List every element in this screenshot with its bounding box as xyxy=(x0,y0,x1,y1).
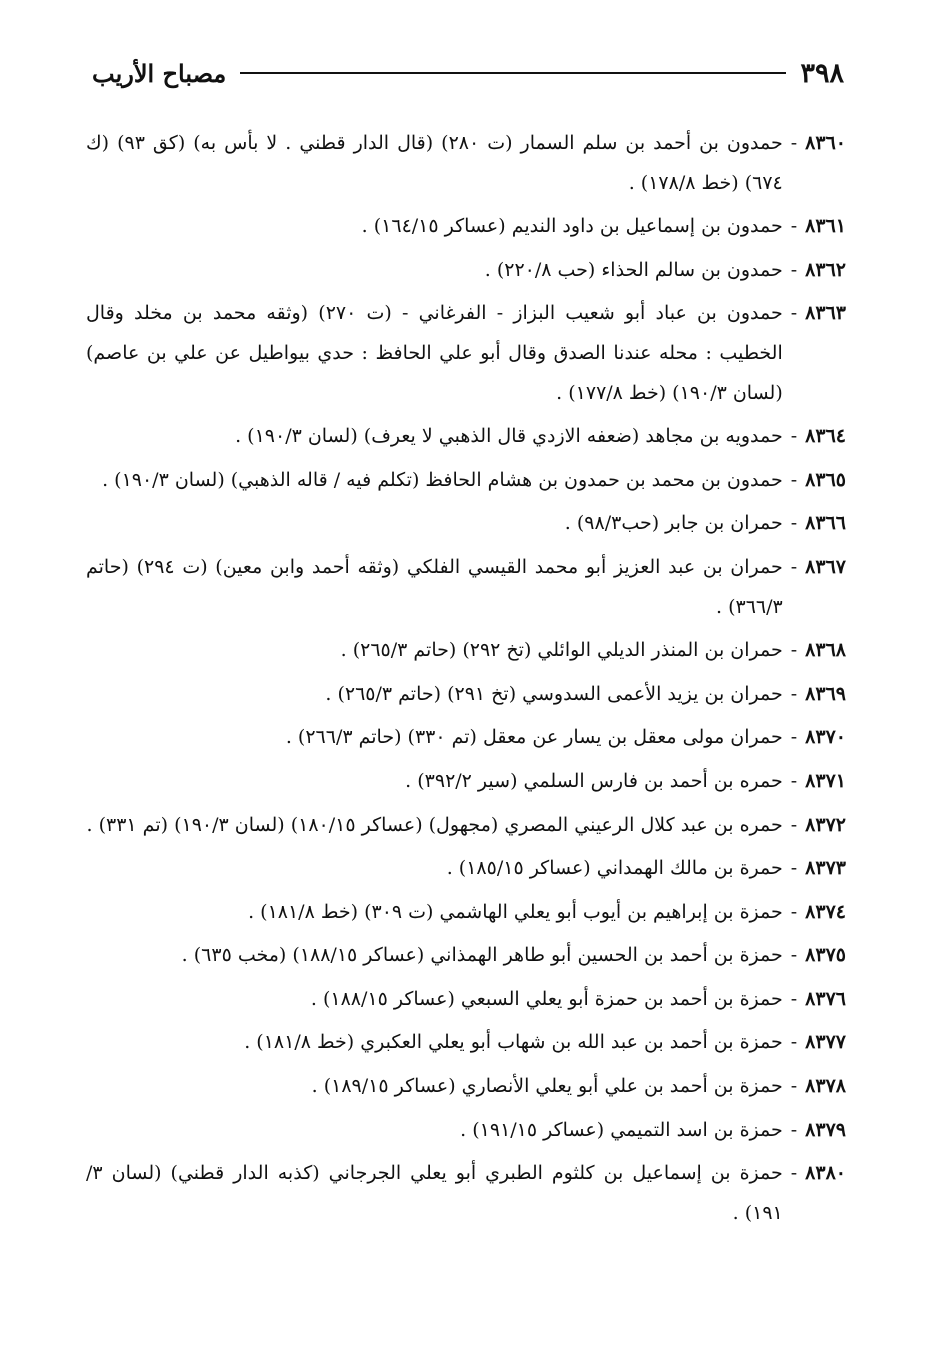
page-number: ٣٩٨ xyxy=(800,57,844,89)
entry-dash: - xyxy=(790,215,798,238)
entry-number: ٨٣٧٥ xyxy=(805,944,846,967)
entry-number: ٨٣٧٠ xyxy=(805,726,846,749)
entry-dash: - xyxy=(790,944,798,967)
entry-item xyxy=(86,207,846,247)
entry-item xyxy=(86,1023,846,1063)
entry-number: ٨٣٦٥ xyxy=(805,468,846,491)
entry-item xyxy=(86,461,846,501)
entry-item xyxy=(86,417,846,457)
entry-item xyxy=(86,504,846,544)
entry-text: حمران بن المنذر الديلي الوائلي (تخ ٢٩٢) (حاتم ٢٦٥/٣) . xyxy=(340,639,783,662)
entry-text: حمره بن عبد كلال الرعيني المصري (مجهول) (عساكر ١٨٠/١٥) (لسان ١٩٠/٣) (تم ٣٣١) . xyxy=(86,813,783,836)
entry-item xyxy=(86,849,846,889)
entry-text: حمدون بن عباد أبو شعيب البزاز - الفرغاني - (ت ٢٧٠) (وثقه محمد بن مخلد وقال الخطيب : محله عندنا الصدق وقال أبو علي الحافظ : حدي بيواطيل عن علي بن عاصم) (لسان ١٩٠/٣) (خط ١٧٧/٨) . xyxy=(86,302,783,404)
entry-dash: - xyxy=(790,1162,798,1185)
entry-text: حمرة بن مالك الهمداني (عساكر ١٨٥/١٥) . xyxy=(446,857,783,880)
entry-item xyxy=(86,1111,846,1151)
entry-dash: - xyxy=(790,987,798,1010)
entry-number: ٨٣٧٢ xyxy=(805,813,846,836)
entry-dash: - xyxy=(790,258,798,281)
entry-text: حمزة بن إبراهيم بن أيوب أبو يعلي الهاشمي (ت ٣٠٩) (خط ١٨١/٨) . xyxy=(248,900,783,923)
entry-text: حمدويه بن مجاهد (ضعفه الازدي قال الذهبي لا يعرف) (لسان ١٩٠/٣) . xyxy=(235,425,783,448)
entry-dash: - xyxy=(790,555,798,578)
entry-item xyxy=(86,294,846,413)
entry-item xyxy=(86,1154,846,1233)
entry-number: ٨٣٦٤ xyxy=(805,425,846,448)
entry-text: حمدون بن أحمد بن سلم السمار (ت ٢٨٠) (قال الدار قطني . لا بأس به) (كق ٩٣) (ك ٦٧٤) (خط ١٧٨/٨) . xyxy=(86,132,783,194)
entry-text: حمزة بن أحمد بن حمزة أبو يعلي السبعي (عساكر ١٨٨/١٥) . xyxy=(310,987,783,1010)
entry-number: ٨٣٦١ xyxy=(805,215,846,238)
entry-number: ٨٣٧٦ xyxy=(805,987,846,1010)
entry-dash: - xyxy=(790,813,798,836)
entry-text: حمزة بن أحمد بن الحسين أبو طاهر الهمذاني (عساكر ١٨٨/١٥) (مخب ٦٣٥) . xyxy=(181,944,783,967)
entry-item xyxy=(86,980,846,1020)
book-title: مصباح الأريب xyxy=(92,58,227,88)
entry-text: حمران بن يزيد الأعمى السدوسي (تخ ٢٩١) (حاتم ٢٦٥/٣) . xyxy=(325,682,783,705)
entry-number: ٨٣٦٨ xyxy=(805,639,846,662)
entry-number: ٨٣٦٢ xyxy=(805,258,846,281)
entry-item xyxy=(86,762,846,802)
entry-dash: - xyxy=(790,857,798,880)
entry-number: ٨٣٧٩ xyxy=(805,1118,846,1141)
entry-number: ٨٣٧٣ xyxy=(805,857,846,880)
entry-item xyxy=(86,1067,846,1107)
entry-dash: - xyxy=(790,1075,798,1098)
entry-dash: - xyxy=(790,425,798,448)
entry-text: حمزة بن اسد التميمي (عساكر ١٩١/١٥) . xyxy=(460,1118,783,1141)
entry-item xyxy=(86,251,846,291)
entry-text: حمدون بن إسماعيل بن داود النديم (عساكر ١٦٤/١٥) . xyxy=(361,215,783,238)
entry-item xyxy=(86,548,846,627)
entry-item xyxy=(86,718,846,758)
entry-item xyxy=(86,893,846,933)
entry-number: ٨٣٦٧ xyxy=(805,555,846,578)
entry-dash: - xyxy=(790,726,798,749)
entry-number: ٨٣٧١ xyxy=(805,769,846,792)
entry-dash: - xyxy=(790,132,798,154)
entry-item xyxy=(86,631,846,671)
entry-dash: - xyxy=(790,1031,798,1054)
entry-number: ٨٣٧٧ xyxy=(805,1031,846,1054)
entry-number: ٨٣٦٩ xyxy=(805,682,846,705)
entry-dash: - xyxy=(790,302,798,325)
entry-number: ٨٣٧٤ xyxy=(805,900,846,923)
entry-item xyxy=(86,806,846,846)
entry-text: حمزة بن إسماعيل بن كلثوم الطبري أبو يعلي الجرجاني (كذبه الدار قطني) (لسان ٣/ ١٩١) . xyxy=(86,1162,783,1224)
entry-dash: - xyxy=(790,1118,798,1141)
entry-number: ٨٣٧٨ xyxy=(805,1075,846,1098)
entry-number: ٨٣٦٠ xyxy=(805,132,846,154)
entry-list xyxy=(86,124,846,1237)
header-rule xyxy=(240,72,786,74)
entry-dash: - xyxy=(790,468,798,491)
entry-number: ٨٣٦٣ xyxy=(805,302,846,325)
entry-item xyxy=(86,936,846,976)
entry-dash: - xyxy=(790,512,798,535)
entry-text: حمدون بن سالم الحذاء (حب ٢٢٠/٨) . xyxy=(484,258,783,281)
entry-text: حمزة بن أحمد بن علي أبو يعلي الأنصاري (عساكر ١٨٩/١٥) . xyxy=(311,1075,783,1098)
entry-item xyxy=(86,675,846,715)
entry-dash: - xyxy=(790,639,798,662)
entry-number: ٨٣٨٠ xyxy=(805,1162,846,1185)
entry-text: حمزة بن أحمد بن عبد الله بن شهاب أبو يعلي العكبري (خط ١٨١/٨) . xyxy=(244,1031,783,1054)
entry-dash: - xyxy=(790,900,798,923)
entry-dash: - xyxy=(790,769,798,792)
entry-text: حمران بن عبد العزيز أبو محمد القيسي الفلكي (وثقه أحمد وابن معين) (ت ٢٩٤) (حاتم ٣٦٦/٣) . xyxy=(86,555,783,618)
entry-dash: - xyxy=(790,682,798,705)
entry-text: حمران بن جابر (حب٩٨/٣) . xyxy=(564,512,783,535)
entry-number: ٨٣٦٦ xyxy=(805,512,846,535)
entry-text: حمران مولى معقل بن يسار عن معقل (تم ٣٣٠) (حاتم ٢٦٦/٣) . xyxy=(285,726,783,749)
entry-item xyxy=(86,124,846,203)
page-header xyxy=(92,56,844,90)
entry-text: حمره بن أحمد بن فارس السلمي (سير ٣٩٢/٢) . xyxy=(405,769,783,792)
entry-text: حمدون بن محمد بن حمدون بن هشام الحافظ (تكلم فيه / قاله الذهبي) (لسان ١٩٠/٣) . xyxy=(102,468,783,491)
